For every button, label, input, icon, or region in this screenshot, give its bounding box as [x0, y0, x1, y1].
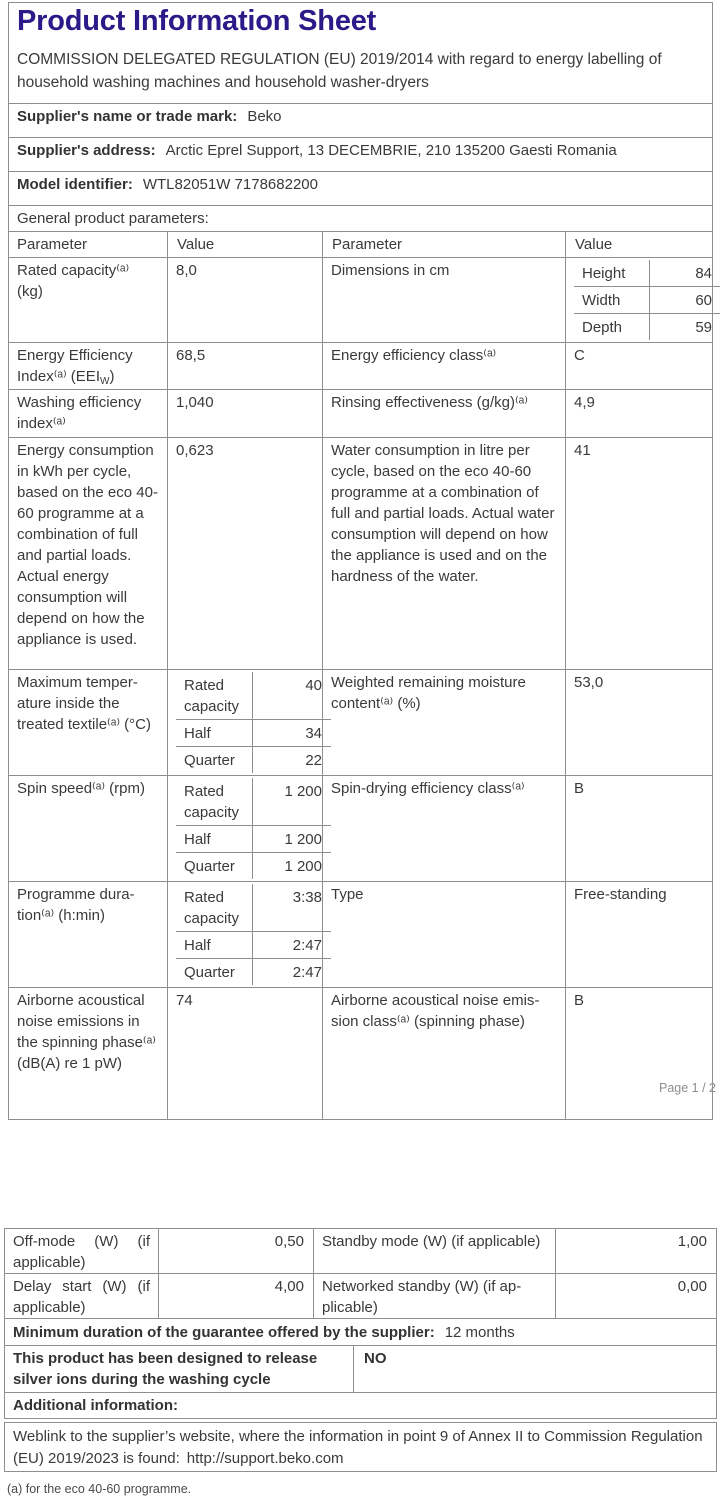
param-washing-efficiency-index: Washing efficiency index⁽ᵃ⁾	[9, 390, 168, 438]
temperature-subtable-cell	[168, 670, 323, 776]
spin-rated-value: 1 200	[252, 778, 331, 826]
duration-half-label: Half	[176, 932, 252, 959]
supplier-address-cell	[9, 138, 713, 172]
param-standby-mode: Standby mode (W) (if applicable)	[314, 1229, 556, 1273]
spin-rated-label: Rated capacity	[176, 778, 252, 826]
col-header-value-left: Value	[168, 232, 323, 258]
value-remaining-moisture: 53,0	[566, 670, 713, 776]
col-header-value-right: Value	[566, 232, 713, 258]
temp-half-value: 34	[252, 720, 331, 747]
dim-depth-value: 59	[649, 314, 720, 341]
spin-half-label: Half	[176, 826, 252, 853]
row-rated-capacity	[9, 258, 713, 343]
supplier-address-row	[9, 138, 713, 172]
page-indicator: Page 1 / 2	[659, 1081, 716, 1095]
duration-rated-label: Rated capacity	[176, 884, 252, 932]
dim-width-label: Width	[574, 287, 649, 314]
row-washing-efficiency	[9, 390, 713, 438]
row-weblink	[4, 1422, 717, 1472]
value-energy-efficiency-class: C	[566, 343, 713, 390]
dimensions-subtable	[574, 260, 720, 340]
model-identifier-row	[9, 172, 713, 206]
param-noise-emission-class: Airborne acoustical noise emission class⁽ᵃ⁾ (spinning phase)	[323, 988, 566, 1120]
general-parameters-heading: General product parameters:	[9, 206, 713, 232]
temperature-subtable	[176, 672, 331, 773]
temp-half-label: Half	[176, 720, 252, 747]
row-spin-speed	[9, 776, 713, 882]
regulation-text: COMMISSION DELEGATED REGULATION (EU) 2019/2014 with regard to energy labelling of household washing machines and household washer-dryers	[17, 51, 662, 91]
row-energy-efficiency-index	[9, 343, 713, 390]
value-noise-emission-class: B	[566, 988, 713, 1120]
param-spin-drying-class: Spin-drying efficiency class⁽ᵃ⁾	[323, 776, 566, 882]
spin-half-value: 1 200	[252, 826, 331, 853]
value-rated-capacity: 8,0	[168, 258, 323, 343]
supplier-address-label: Supplier's address:	[17, 142, 156, 159]
eei-subscript: W	[99, 376, 110, 387]
param-dimensions: Dimensions in cm	[323, 258, 566, 343]
dim-height-value: 84	[649, 260, 720, 287]
row-noise-emissions	[9, 988, 713, 1120]
duration-quarter-label: Quarter	[176, 959, 252, 986]
power-modes-table	[4, 1228, 717, 1472]
param-noise-emissions: Airborne acoustical noise emissions in the spinning phase⁽ᵃ⁾ (dB(A) re 1 pW)	[9, 988, 168, 1120]
param-spin-speed: Spin speed⁽ᵃ⁾ (rpm)	[9, 776, 168, 882]
weblink-url[interactable]: http://support.beko.com	[186, 1450, 344, 1467]
footnote-eco-programme: (a) for the eco 40-60 programme.	[7, 1482, 192, 1496]
page-title: Product Information Sheet	[17, 5, 377, 37]
row-delay-start-networked	[4, 1273, 717, 1319]
col-header-parameter-right: Parameter	[323, 232, 566, 258]
value-rinsing-effectiveness: 4,9	[566, 390, 713, 438]
eei-label-close: )	[109, 368, 115, 385]
row-guarantee	[4, 1318, 717, 1346]
dimensions-subtable-cell	[566, 258, 713, 343]
temp-rated-label: Rated capacity	[176, 672, 252, 720]
param-rinsing-effectiveness: Rinsing effectiveness (g/kg)⁽ᵃ⁾	[323, 390, 566, 438]
weblink-label: Weblink to the supplier’s website, where the information in point 9 of Annex II to Commission Regulation (EU) 2019/2023 is found:	[13, 1428, 703, 1467]
row-energy-consumption	[9, 438, 713, 670]
supplier-name-value: Beko	[247, 108, 282, 125]
duration-rated-value: 3:38	[252, 884, 331, 932]
general-parameters-heading-row	[9, 206, 713, 232]
value-energy-efficiency-index: 68,5	[168, 343, 323, 390]
silver-ions-label: This product has been designed to release silver ions during the washing cycle	[5, 1346, 354, 1392]
supplier-name-label: Supplier's name or trade mark:	[17, 108, 238, 125]
param-max-temperature: Maximum temperature inside the treated textile⁽ᵃ⁾ (°C)	[9, 670, 168, 776]
supplier-name-cell	[9, 104, 713, 138]
param-off-mode: Off-mode (W) (if applicable)	[5, 1229, 159, 1273]
spin-speed-subtable-cell	[168, 776, 323, 882]
additional-information-label: Additional information:	[13, 1397, 178, 1414]
col-header-parameter-left: Parameter	[9, 232, 168, 258]
row-max-temperature	[9, 670, 713, 776]
value-water-consumption: 41	[566, 438, 713, 670]
silver-ions-value: NO	[364, 1350, 387, 1367]
guarantee-label: Minimum duration of the guarantee offered by the supplier:	[13, 1324, 435, 1341]
general-parameters-table	[8, 2, 713, 1120]
duration-quarter-value: 2:47	[252, 959, 331, 986]
supplier-name-row	[9, 104, 713, 138]
spin-quarter-label: Quarter	[176, 853, 252, 880]
param-type: Type	[323, 882, 566, 988]
spin-quarter-value: 1 200	[252, 853, 331, 880]
value-standby-mode: 1,00	[677, 1233, 707, 1250]
row-additional-information	[4, 1392, 717, 1419]
title-cell	[9, 3, 713, 104]
value-spin-drying-class: B	[566, 776, 713, 882]
row-off-mode-standby	[4, 1228, 717, 1274]
temp-quarter-label: Quarter	[176, 747, 252, 774]
duration-half-value: 2:47	[252, 932, 331, 959]
value-washing-efficiency-index: 1,040	[168, 390, 323, 438]
param-programme-duration: Programme duration⁽ᵃ⁾ (h:min)	[9, 882, 168, 988]
row-programme-duration	[9, 882, 713, 988]
title-row	[9, 3, 713, 104]
param-energy-consumption: Energy consumption in kWh per cycle, based on the eco 40-60 programme at a combination of full and partial loads. Actual energy consumption will depend on how the appliance is used.	[9, 438, 168, 670]
dim-depth-label: Depth	[574, 314, 649, 341]
row-silver-ions	[4, 1345, 717, 1393]
value-networked-standby: 0,00	[677, 1278, 707, 1295]
dim-height-label: Height	[574, 260, 649, 287]
model-identifier-cell	[9, 172, 713, 206]
param-water-consumption: Water consumption in litre per cycle, based on the eco 40-60 programme at a combination of full and partial loads. Actual water consumption will depend on how the appliance is used and on the hardness of the water.	[323, 438, 566, 670]
param-energy-efficiency-class: Energy efficiency class⁽ᵃ⁾	[323, 343, 566, 390]
param-networked-standby: Networked standby (W) (if applicable)	[314, 1274, 556, 1318]
param-delay-start: Delay start (W) (if applicable)	[5, 1274, 159, 1318]
param-energy-efficiency-index	[9, 343, 168, 390]
guarantee-value: 12 months	[444, 1324, 515, 1341]
value-off-mode: 0,50	[159, 1229, 314, 1273]
model-identifier-label: Model identifier:	[17, 176, 133, 193]
duration-subtable	[176, 884, 331, 985]
temp-rated-value: 40	[252, 672, 331, 720]
value-noise-emissions: 74	[168, 988, 323, 1120]
eei-label-text: Energy Efficiency Index⁽ᵃ⁾ (EEI	[17, 347, 133, 385]
param-remaining-moisture: Weighted remaining moisture content⁽ᵃ⁾ (%)	[323, 670, 566, 776]
param-rated-capacity: Rated capacity⁽ᵃ⁾ (kg)	[9, 258, 168, 343]
column-header-row	[9, 232, 713, 258]
value-delay-start: 4,00	[159, 1274, 314, 1318]
value-type: Free-standing	[566, 882, 713, 988]
supplier-address-value: Arctic Eprel Support, 13 DECEMBRIE, 210 135200 Gaesti Romania	[165, 142, 617, 159]
duration-subtable-cell	[168, 882, 323, 988]
value-energy-consumption: 0,623	[168, 438, 323, 670]
spin-speed-subtable	[176, 778, 331, 879]
dim-width-value: 60	[649, 287, 720, 314]
model-identifier-value: WTL82051W 7178682200	[142, 176, 318, 193]
temp-quarter-value: 22	[252, 747, 331, 774]
